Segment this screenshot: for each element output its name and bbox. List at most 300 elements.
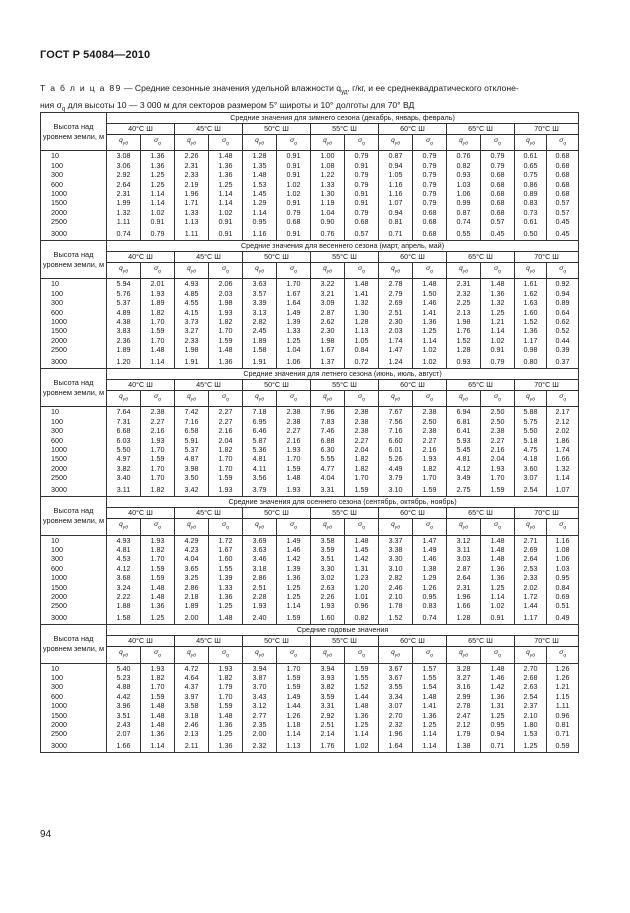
q-index: уд: [190, 141, 196, 147]
value-cell: 0.61: [515, 217, 547, 226]
value-cell: 3.18: [175, 711, 209, 720]
value-cell: 0.93: [447, 355, 481, 369]
value-cell: 1.70: [141, 473, 175, 482]
height-cell: 300: [41, 170, 107, 179]
latitude-header: 65°С Ш: [447, 380, 515, 391]
sigma-index: q: [430, 397, 433, 403]
height-cell: 2500: [41, 345, 107, 354]
q-symbol: q: [323, 137, 327, 144]
value-cell: 2.69: [379, 298, 413, 307]
value-cell: 0.79: [345, 151, 379, 161]
q-subheader: [175, 263, 209, 279]
table-row: [41, 454, 579, 463]
value-cell: 3.22: [311, 279, 345, 289]
value-cell: 1.07: [547, 483, 579, 497]
table-row: [41, 483, 579, 497]
value-cell: 1.38: [447, 739, 481, 753]
q-symbol: q: [255, 393, 259, 401]
value-cell: 5.76: [107, 289, 141, 298]
q-subheader: [311, 647, 345, 663]
latitude-header: 55°С Ш: [311, 124, 379, 135]
value-cell: 1.70: [141, 682, 175, 691]
section-title-row: [41, 497, 579, 508]
value-cell: 1.29: [413, 573, 447, 582]
value-cell: 1.91: [243, 355, 277, 369]
value-cell: 2.50: [413, 417, 447, 426]
value-cell: 1.24: [379, 355, 413, 369]
q-subheader: [311, 263, 345, 279]
value-cell: 3.65: [175, 564, 209, 573]
value-cell: 1.59: [209, 336, 243, 345]
value-cell: 3.70: [243, 682, 277, 691]
value-cell: 4.12: [107, 564, 141, 573]
value-cell: 3.27: [175, 326, 209, 335]
value-cell: 1.93: [277, 483, 311, 497]
value-cell: 2.38: [345, 417, 379, 426]
sigma-index: q: [430, 269, 433, 275]
value-cell: 1.25: [277, 592, 311, 601]
value-cell: 1.19: [311, 198, 345, 207]
table-row: [41, 308, 579, 317]
value-cell: 0.59: [547, 739, 579, 753]
sigma-index: q: [362, 525, 365, 531]
value-cell: 3.59: [311, 545, 345, 554]
q-symbol: q: [255, 649, 259, 657]
value-cell: 0.68: [547, 151, 579, 161]
value-cell: 1.14: [481, 592, 515, 601]
value-cell: 0.82: [345, 611, 379, 625]
value-cell: 0.91: [481, 611, 515, 625]
height-cell: 300: [41, 682, 107, 691]
table-row: [41, 673, 579, 682]
q-index: уд: [190, 653, 196, 659]
value-cell: 0.82: [447, 161, 481, 170]
q-index: уд: [258, 269, 264, 275]
value-cell: 1.06: [447, 189, 481, 198]
sigma-subheader: [345, 263, 379, 279]
value-cell: 1.30: [345, 308, 379, 317]
sigma-subheader: [277, 391, 311, 407]
sigma-index: q: [226, 653, 229, 659]
value-cell: 1.42: [481, 682, 515, 691]
sigma-index: q: [158, 525, 161, 531]
value-cell: 1.67: [209, 545, 243, 554]
sigma-index: q: [563, 397, 566, 403]
value-cell: 1.13: [345, 326, 379, 335]
value-cell: 2.31: [447, 279, 481, 289]
value-cell: 3.46: [243, 554, 277, 563]
value-cell: 1.42: [277, 554, 311, 563]
value-cell: 2.37: [515, 701, 547, 710]
value-cell: 3.69: [243, 535, 277, 545]
q-subheader: [447, 135, 481, 151]
q-subheader: [379, 519, 413, 535]
value-cell: 0.91: [141, 217, 175, 226]
caption-text-4: для высоты 10 — 3 000 м для секторов размером 5° широты и 10° долготы для 70° ВД: [65, 99, 415, 110]
sigma-index: q: [294, 397, 297, 403]
height-cell: 600: [41, 692, 107, 701]
sigma-subheader: [547, 647, 579, 663]
value-cell: 1.70: [141, 464, 175, 473]
sigma-index: q: [294, 653, 297, 659]
value-cell: 2.38: [413, 407, 447, 417]
sigma-index: q: [226, 525, 229, 531]
value-cell: 1.25: [413, 720, 447, 729]
value-cell: 1.33: [175, 208, 209, 217]
value-cell: 1.82: [141, 308, 175, 317]
value-cell: 0.86: [515, 180, 547, 189]
value-cell: 1.28: [447, 611, 481, 625]
value-cell: 0.91: [481, 345, 515, 354]
value-cell: 2.38: [277, 417, 311, 426]
value-cell: 1.48: [141, 592, 175, 601]
q-subheader: [107, 135, 141, 151]
value-cell: 3.07: [515, 473, 547, 482]
latitude-header: 55°С Ш: [311, 636, 379, 647]
sigma-symbol: σ: [222, 137, 227, 144]
value-cell: 1.48: [481, 535, 515, 545]
value-cell: 1.89: [107, 345, 141, 354]
latitude-header: 50°С Ш: [243, 508, 311, 519]
value-cell: 2.51: [243, 583, 277, 592]
value-cell: 1.52: [345, 682, 379, 691]
value-cell: 1.23: [345, 573, 379, 582]
value-cell: 1.48: [413, 279, 447, 289]
value-cell: 1.01: [345, 592, 379, 601]
sigma-symbol: σ: [559, 649, 564, 657]
value-cell: 4.18: [515, 454, 547, 463]
value-cell: 1.28: [345, 317, 379, 326]
value-cell: 0.92: [547, 279, 579, 289]
sigma-symbol: σ: [290, 521, 295, 529]
sigma-subheader: [547, 391, 579, 407]
value-cell: 1.41: [413, 308, 447, 317]
sigma-index: q: [563, 525, 566, 531]
value-cell: 1.61: [515, 279, 547, 289]
value-cell: 0.94: [547, 289, 579, 298]
value-cell: 0.74: [447, 217, 481, 226]
value-cell: 6.95: [243, 417, 277, 426]
sigma-index: q: [294, 141, 297, 147]
value-cell: 3.57: [243, 289, 277, 298]
value-cell: 2.27: [345, 436, 379, 445]
value-cell: 0.76: [311, 227, 345, 241]
value-cell: 1.52: [379, 611, 413, 625]
q-index: уд: [326, 653, 332, 659]
latitude-header: 50°С Ш: [243, 380, 311, 391]
value-cell: 5.37: [107, 298, 141, 307]
value-cell: 1.36: [413, 317, 447, 326]
value-cell: 1.28: [447, 345, 481, 354]
value-cell: 4.81: [243, 454, 277, 463]
value-cell: 1.58: [243, 345, 277, 354]
value-cell: 1.36: [141, 729, 175, 738]
q-index: уд: [462, 397, 468, 403]
value-cell: 1.70: [209, 464, 243, 473]
q-subheader: [107, 391, 141, 407]
latitude-header: 45°С Ш: [175, 252, 243, 263]
section-title: Средние значения для летнего сезона (июнь, июль, август): [107, 369, 579, 380]
value-cell: 0.68: [277, 217, 311, 226]
value-cell: 1.13: [277, 739, 311, 753]
q-symbol: q: [459, 137, 463, 144]
q-subheader: [447, 647, 481, 663]
value-cell: 0.79: [141, 227, 175, 241]
value-cell: 0.80: [515, 355, 547, 369]
value-cell: 1.63: [515, 298, 547, 307]
sigma-symbol: σ: [559, 393, 564, 401]
value-cell: 2.45: [243, 326, 277, 335]
value-cell: 2.00: [175, 611, 209, 625]
value-cell: 1.44: [515, 601, 547, 610]
value-cell: 1.48: [141, 701, 175, 710]
sigma-index: q: [158, 653, 161, 659]
table-row: [41, 464, 579, 473]
table-row: [41, 189, 579, 198]
value-cell: 1.48: [345, 701, 379, 710]
q-subheader: [107, 647, 141, 663]
value-cell: 2.27: [413, 436, 447, 445]
value-cell: 1.14: [277, 601, 311, 610]
latitude-header: 65°С Ш: [447, 508, 515, 519]
sigma-subheader: [413, 263, 447, 279]
height-cell: 1000: [41, 445, 107, 454]
latitude-row: [41, 380, 579, 391]
value-cell: 0.57: [547, 198, 579, 207]
value-cell: 1.38: [413, 564, 447, 573]
q-index: уд: [462, 525, 468, 531]
value-cell: 0.79: [345, 170, 379, 179]
sigma-subheader: [345, 647, 379, 663]
value-cell: 1.98: [447, 317, 481, 326]
value-cell: 1.02: [481, 336, 515, 345]
q-index: уд: [462, 141, 468, 147]
value-cell: 2.46: [175, 720, 209, 729]
section-title-row: [41, 113, 579, 124]
value-cell: 3.10: [379, 564, 413, 573]
value-cell: 2.30: [311, 326, 345, 335]
height-cell: 1000: [41, 701, 107, 710]
value-cell: 1.93: [141, 436, 175, 445]
value-cell: 1.14: [141, 198, 175, 207]
value-cell: 1.02: [277, 180, 311, 189]
value-cell: 1.36: [345, 711, 379, 720]
table-row: [41, 336, 579, 345]
value-cell: 4.93: [175, 279, 209, 289]
value-cell: 0.79: [481, 161, 515, 170]
q-index: уд: [258, 141, 264, 147]
value-cell: 2.12: [447, 720, 481, 729]
value-cell: 2.10: [379, 592, 413, 601]
value-cell: 4.11: [243, 464, 277, 473]
height-cell: 2500: [41, 729, 107, 738]
latitude-header: 45°С Ш: [175, 508, 243, 519]
q-subheader: [243, 263, 277, 279]
height-cell: 10: [41, 407, 107, 417]
value-cell: 4.15: [175, 308, 209, 317]
value-cell: 1.55: [413, 673, 447, 682]
latitude-header: 55°С Ш: [311, 252, 379, 263]
table-row: [41, 298, 579, 307]
value-cell: 2.47: [447, 711, 481, 720]
value-cell: 1.48: [413, 692, 447, 701]
value-cell: 3.51: [311, 554, 345, 563]
q-subheader: [379, 391, 413, 407]
table-row: [41, 279, 579, 289]
sigma-subheader: [345, 519, 379, 535]
value-cell: 4.49: [379, 464, 413, 473]
value-cell: 5.37: [175, 445, 209, 454]
q-symbol: q: [391, 649, 395, 657]
value-cell: 3.24: [107, 583, 141, 592]
sigma-subheader: [277, 135, 311, 151]
value-cell: 1.64: [379, 739, 413, 753]
value-cell: 1.21: [481, 317, 515, 326]
q-symbol: q: [391, 521, 395, 529]
height-cell: 2500: [41, 601, 107, 610]
value-cell: 1.04: [277, 345, 311, 354]
value-cell: 1.70: [209, 326, 243, 335]
value-cell: 1.70: [141, 317, 175, 326]
table-row: [41, 180, 579, 189]
value-cell: 1.48: [141, 583, 175, 592]
value-cell: 1.70: [413, 473, 447, 482]
value-cell: 1.25: [277, 583, 311, 592]
value-cell: 1.26: [547, 673, 579, 682]
value-cell: 1.20: [107, 355, 141, 369]
value-cell: 5.18: [515, 436, 547, 445]
value-cell: 0.68: [481, 189, 515, 198]
value-cell: 1.26: [413, 583, 447, 592]
value-cell: 1.46: [413, 554, 447, 563]
subheader-row: [41, 263, 579, 279]
value-cell: 1.36: [481, 692, 515, 701]
value-cell: 7.16: [379, 426, 413, 435]
value-cell: 4.75: [515, 445, 547, 454]
value-cell: 0.45: [481, 227, 515, 241]
height-cell: 3000: [41, 227, 107, 241]
value-cell: 2.70: [515, 663, 547, 673]
table-row: [41, 611, 579, 625]
value-cell: 1.14: [141, 355, 175, 369]
value-cell: 0.79: [413, 198, 447, 207]
value-cell: 0.44: [547, 336, 579, 345]
value-cell: 0.79: [413, 189, 447, 198]
value-cell: 0.91: [345, 189, 379, 198]
value-cell: 4.12: [447, 464, 481, 473]
value-cell: 2.32: [447, 289, 481, 298]
value-cell: 3.67: [379, 663, 413, 673]
value-cell: 2.19: [175, 180, 209, 189]
value-cell: 3.63: [243, 545, 277, 554]
latitude-header: 70°С Ш: [515, 636, 579, 647]
value-cell: 1.80: [515, 720, 547, 729]
value-cell: 0.83: [515, 198, 547, 207]
value-cell: 1.53: [243, 180, 277, 189]
value-cell: 0.68: [481, 170, 515, 179]
value-cell: 1.25: [345, 720, 379, 729]
value-cell: 2.35: [243, 720, 277, 729]
value-cell: 1.16: [379, 180, 413, 189]
q-index: уд: [529, 269, 535, 275]
value-cell: 3.30: [379, 554, 413, 563]
table-row: [41, 326, 579, 335]
subheader-row: [41, 391, 579, 407]
value-cell: 1.70: [141, 445, 175, 454]
table-row: [41, 545, 579, 554]
value-cell: 5.87: [243, 436, 277, 445]
value-cell: 7.18: [243, 407, 277, 417]
value-cell: 1.32: [107, 208, 141, 217]
value-cell: 0.68: [481, 208, 515, 217]
value-cell: 1.48: [209, 151, 243, 161]
value-cell: 1.39: [277, 564, 311, 573]
value-cell: 1.70: [209, 692, 243, 701]
value-cell: 1.59: [277, 611, 311, 625]
value-cell: 0.81: [379, 217, 413, 226]
value-cell: 2.63: [311, 583, 345, 592]
height-cell: 100: [41, 545, 107, 554]
section-title: Средние значения для весеннего сезона (март, апрель, май): [107, 241, 579, 252]
latitude-row: [41, 636, 579, 647]
value-cell: 2.03: [379, 326, 413, 335]
value-cell: 2.40: [243, 611, 277, 625]
height-cell: 600: [41, 180, 107, 189]
value-cell: 0.94: [481, 729, 515, 738]
sigma-subheader: [413, 391, 447, 407]
value-cell: 0.49: [547, 611, 579, 625]
value-cell: 6.30: [311, 445, 345, 454]
q-index: уд: [529, 141, 535, 147]
value-cell: 1.72: [515, 592, 547, 601]
q-symbol: q: [119, 521, 123, 529]
sigma-subheader: [209, 391, 243, 407]
value-cell: 1.44: [345, 692, 379, 701]
value-cell: 3.63: [243, 279, 277, 289]
value-cell: 3.40: [107, 473, 141, 482]
value-cell: 3.18: [243, 564, 277, 573]
height-header-cell: Высота над уровнем земли, м: [41, 241, 107, 279]
value-cell: 1.32: [481, 298, 515, 307]
value-cell: 2.63: [515, 682, 547, 691]
sigma-subheader: [209, 519, 243, 535]
value-cell: 5.55: [311, 454, 345, 463]
value-cell: 2.13: [447, 308, 481, 317]
value-cell: 2.92: [107, 170, 141, 179]
q-subheader: [175, 647, 209, 663]
value-cell: 1.59: [277, 464, 311, 473]
caption-sub-2: q: [61, 106, 66, 113]
value-cell: 1.25: [515, 739, 547, 753]
value-cell: 3.79: [243, 483, 277, 497]
value-cell: 3.02: [311, 573, 345, 582]
value-cell: 1.16: [379, 189, 413, 198]
latitude-header: 45°С Ш: [175, 636, 243, 647]
sigma-symbol: σ: [494, 393, 499, 401]
q-index: уд: [529, 397, 535, 403]
value-cell: 3.79: [379, 473, 413, 482]
value-cell: 1.82: [345, 464, 379, 473]
value-cell: 2.02: [515, 583, 547, 592]
sigma-symbol: σ: [290, 265, 295, 273]
value-cell: 7.56: [379, 417, 413, 426]
value-cell: 1.66: [107, 739, 141, 753]
sigma-symbol: σ: [222, 521, 227, 529]
sigma-symbol: σ: [559, 265, 564, 273]
table-row: [41, 355, 579, 369]
value-cell: 3.96: [107, 701, 141, 710]
value-cell: 1.48: [209, 611, 243, 625]
